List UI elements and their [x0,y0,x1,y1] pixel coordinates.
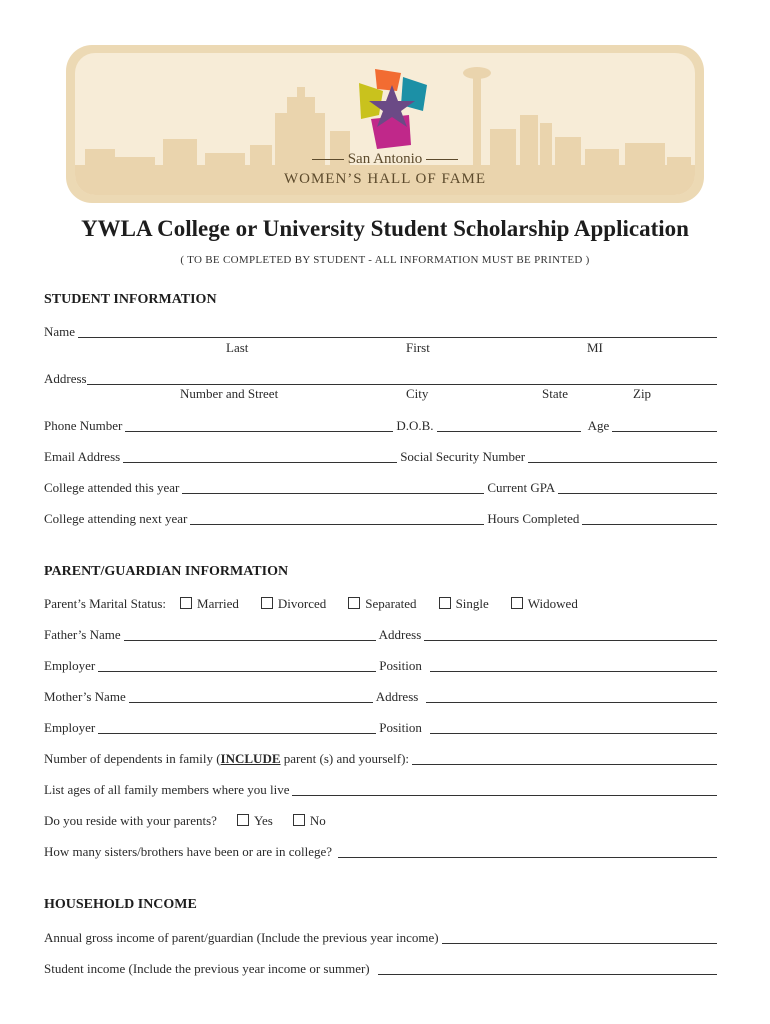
student-income-row [44,959,720,977]
ages-row [44,780,720,798]
father-employer-row [44,656,720,674]
reside-label: Do you reside with your parents? [44,813,217,828]
siblings-row [44,842,720,860]
phone-field[interactable] [125,418,393,432]
student-income-label: Student income (Include the previous year income or summer) [44,961,370,976]
address-city-hint: City [406,386,429,401]
widowed-label: Widowed [527,596,578,611]
dependents-include-emphasis: INCLUDE [220,751,281,766]
mother-position-label: Position [379,720,422,735]
marital-divorced-option[interactable] [261,596,326,612]
college-this-label: College attended this year [44,480,180,495]
ages-label: List ages of all family members where you live [44,782,290,797]
dependents-field[interactable] [412,751,717,765]
father-row [44,625,720,643]
mother-address-label: Address [375,689,419,704]
logo-line-san-antonio [75,151,695,168]
single-label: Single [455,596,489,611]
email-row [44,447,720,465]
mother-employer-label: Employer [44,720,96,735]
mother-name-field[interactable] [129,689,373,703]
student-income-field[interactable] [378,961,717,975]
siblings-field[interactable] [338,844,717,858]
dependents-label-start: Number of dependents in family ( [44,751,221,766]
mother-row [44,687,720,705]
mother-employer-row [44,718,720,736]
address-zip-hint: Zip [633,386,652,401]
hours-label: Hours Completed [487,511,580,526]
separated-label: Separated [365,596,417,611]
section-student-heading: STUDENT INFORMATION [44,292,217,307]
mother-address-field[interactable] [426,689,717,703]
dependents-row [44,749,720,767]
marital-label: Parent’s Marital Status: [44,596,167,611]
dob-field[interactable] [437,418,581,432]
ssn-field[interactable] [528,449,717,463]
widowed-checkbox[interactable] [511,597,523,609]
mother-label: Mother’s Name [44,689,126,704]
reside-no-option[interactable] [293,813,326,829]
married-checkbox[interactable] [180,597,192,609]
logo-line-hall-of-fame: WOMEN’S HALL OF FAME [283,171,487,187]
yes-label: Yes [253,813,273,828]
name-label: Name [44,324,76,339]
logo-rule-right [426,159,458,160]
father-name-field[interactable] [124,627,376,641]
reside-yes-option[interactable] [237,813,273,829]
email-field[interactable] [123,449,397,463]
reside-row [44,811,720,829]
name-first-hint: First [406,340,430,355]
banner-inner [75,53,695,195]
father-employer-field[interactable] [98,658,376,672]
siblings-label: How many sisters/brothers have been or are in college? [44,844,333,859]
college-next-field[interactable] [190,511,484,525]
hours-field[interactable] [582,511,717,525]
name-field[interactable] [78,324,717,338]
logo-san-antonio-text: San Antonio [347,151,423,167]
college-next-row [44,509,720,527]
section-parent-heading: PARENT/GUARDIAN INFORMATION [44,564,289,579]
father-employer-label: Employer [44,658,96,673]
phone-row [44,416,720,434]
annual-income-row [44,928,720,946]
dob-label: D.O.B. [396,418,434,433]
marital-single-option[interactable] [439,596,489,612]
father-position-label: Position [379,658,422,673]
age-field[interactable] [612,418,717,432]
no-label: No [309,813,326,828]
father-position-field[interactable] [430,658,717,672]
marital-widowed-option[interactable] [511,596,578,612]
star-logo-icon [353,69,431,151]
section-income-heading: HOUSEHOLD INCOME [44,897,197,912]
ages-field[interactable] [292,782,717,796]
gpa-label: Current GPA [487,480,556,495]
mother-employer-field[interactable] [98,720,376,734]
address-street-hint: Number and Street [180,386,279,401]
dependents-label [44,751,409,767]
address-row [44,369,720,387]
father-address-label: Address [378,627,422,642]
college-this-field[interactable] [182,480,484,494]
father-label: Father’s Name [44,627,121,642]
marital-row [44,594,720,612]
divorced-checkbox[interactable] [261,597,273,609]
phone-label: Phone Number [44,418,123,433]
yes-checkbox[interactable] [237,814,249,826]
form-title: YWLA College or University Student Scholarship Application [81,216,689,241]
annual-income-field[interactable] [442,930,717,944]
divorced-label: Divorced [277,596,327,611]
mother-position-field[interactable] [430,720,717,734]
dependents-label-end: parent (s) and yourself): [280,751,410,766]
college-next-label: College attending next year [44,511,188,526]
email-label: Email Address [44,449,121,464]
marital-separated-option[interactable] [348,596,416,612]
marital-married-option[interactable] [180,596,239,612]
ssn-label: Social Security Number [400,449,526,464]
name-last-hint: Last [226,340,249,355]
father-address-field[interactable] [424,627,717,641]
address-state-hint: State [542,386,568,401]
single-checkbox[interactable] [439,597,451,609]
form-subtitle: ( TO BE COMPLETED BY STUDENT - ALL INFORMATION MUST BE PRINTED ) [180,254,590,266]
no-checkbox[interactable] [293,814,305,826]
name-mi-hint: MI [587,340,603,355]
address-label: Address [44,371,87,386]
name-row [44,322,720,340]
college-this-row [44,478,720,496]
annual-income-label: Annual gross income of parent/guardian (Include the previous year income) [44,930,439,945]
age-label: Age [587,418,610,433]
married-label: Married [197,596,239,611]
header-banner [66,45,704,203]
separated-checkbox[interactable] [348,597,360,609]
address-field[interactable] [87,371,717,385]
logo-rule-left [312,159,344,160]
gpa-field[interactable] [558,480,717,494]
